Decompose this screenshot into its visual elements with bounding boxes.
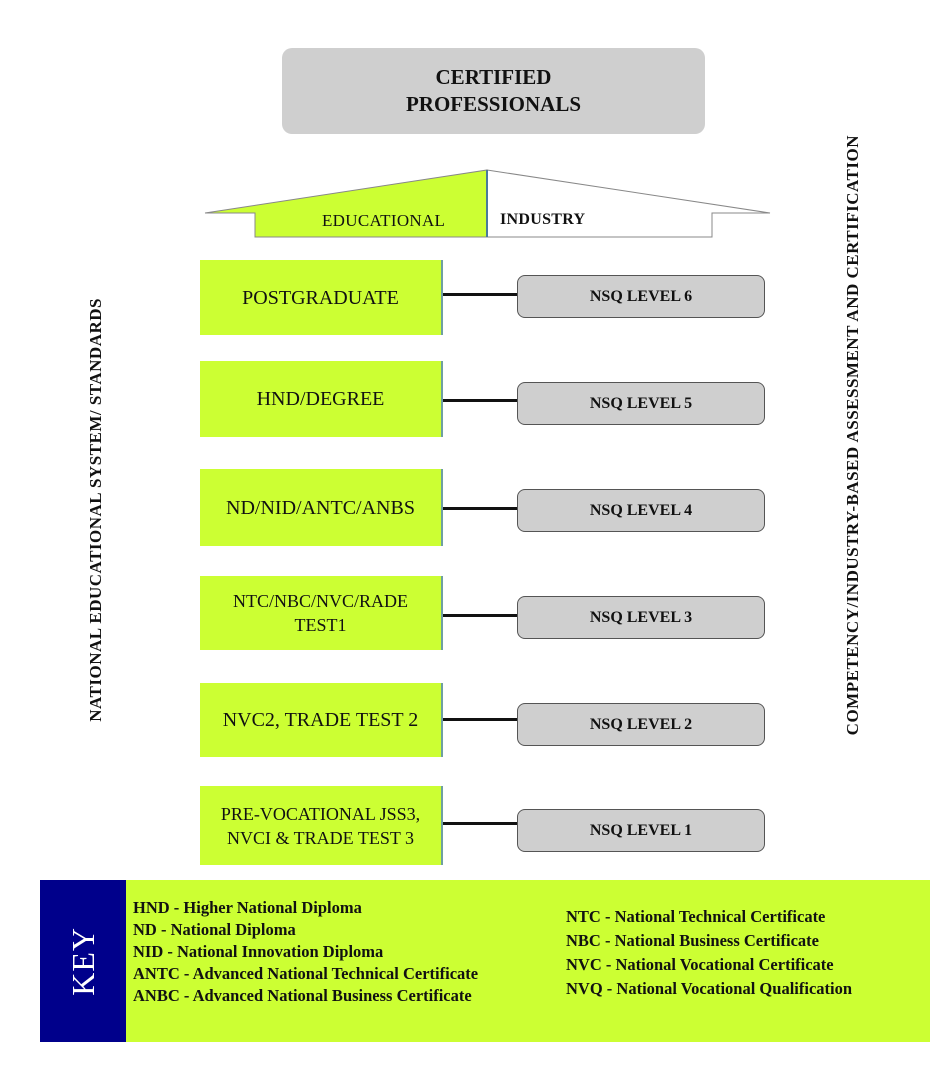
- key-entry: ANBC - Advanced National Business Certificate: [133, 986, 472, 1005]
- roof-industry-label: INDUSTRY: [500, 211, 586, 228]
- key-entry: ANTC - Advanced National Technical Certificate: [133, 964, 479, 983]
- key-entry: NBC - National Business Certificate: [566, 931, 819, 950]
- edu-box-pre-vocational: [200, 786, 443, 865]
- nsq-level-6-box: NSQ LEVEL 6: [517, 275, 765, 318]
- pathway-roof: [200, 165, 775, 240]
- key-label-box: [40, 880, 126, 1042]
- competency-assessment-label: COMPETENCY/INDUSTRY-BASED ASSESSMENT AND CERTIFICATION: [843, 134, 862, 736]
- key-entry: NVC - National Vocational Certificate: [566, 955, 834, 974]
- key-entry: NVQ - National Vocational Qualification: [566, 979, 853, 998]
- top-title-line1: CERTIFIED: [435, 65, 552, 89]
- roof-educational-label: EDUCATIONAL: [322, 211, 446, 230]
- key-legend: [40, 880, 930, 1042]
- connector-line: [443, 822, 519, 825]
- key-right-column: [566, 905, 852, 1001]
- key-label: KEY: [64, 926, 101, 996]
- edu-box-nvc2: [200, 683, 443, 757]
- edu-box-ntc-nbc: [200, 576, 443, 650]
- edu-label-line2: TEST1: [294, 615, 347, 635]
- edu-label-line1: PRE-VOCATIONAL JSS3,: [220, 803, 421, 824]
- key-entry: NID - National Innovation Diploma: [133, 942, 384, 961]
- edu-box-nd-nid: [200, 469, 443, 546]
- edu-box-postgraduate: [200, 260, 443, 335]
- left-side-label: [76, 225, 116, 795]
- key-left-column: [133, 897, 478, 1007]
- key-entry: HND - Higher National Diploma: [133, 898, 362, 917]
- connector-line: [443, 614, 519, 617]
- edu-box-hnd-degree: [200, 361, 443, 437]
- key-entry: NTC - National Technical Certificate: [566, 907, 826, 926]
- right-side-label: [833, 30, 873, 840]
- edu-label-line1: ND/NID/ANTC/ANBS: [226, 496, 415, 519]
- top-title-line2: PROFESSIONALS: [405, 92, 582, 116]
- edu-label-line1: HND/DEGREE: [256, 388, 385, 410]
- certified-professionals-box: [282, 48, 705, 134]
- nsq-level-2-box: NSQ LEVEL 2: [517, 703, 765, 746]
- nsq-level-1-box: NSQ LEVEL 1: [517, 809, 765, 852]
- edu-label-line2: NVCI & TRADE TEST 3: [226, 827, 414, 848]
- edu-label-line1: POSTGRADUATE: [242, 286, 399, 309]
- connector-line: [443, 293, 519, 296]
- nsq-level-3-box: NSQ LEVEL 3: [517, 596, 765, 639]
- nsq-level-4-box: NSQ LEVEL 4: [517, 489, 765, 532]
- connector-line: [443, 507, 519, 510]
- edu-label-line1: NVC2, TRADE TEST 2: [222, 709, 419, 731]
- key-entry: ND - National Diploma: [133, 920, 296, 939]
- connector-line: [443, 399, 519, 402]
- nsq-level-5-box: NSQ LEVEL 5: [517, 382, 765, 425]
- connector-line: [443, 718, 519, 721]
- national-educational-system-label: NATIONAL EDUCATIONAL SYSTEM/ STANDARDS: [86, 298, 105, 722]
- edu-label-line1: NTC/NBC/NVC/RADE: [232, 591, 409, 611]
